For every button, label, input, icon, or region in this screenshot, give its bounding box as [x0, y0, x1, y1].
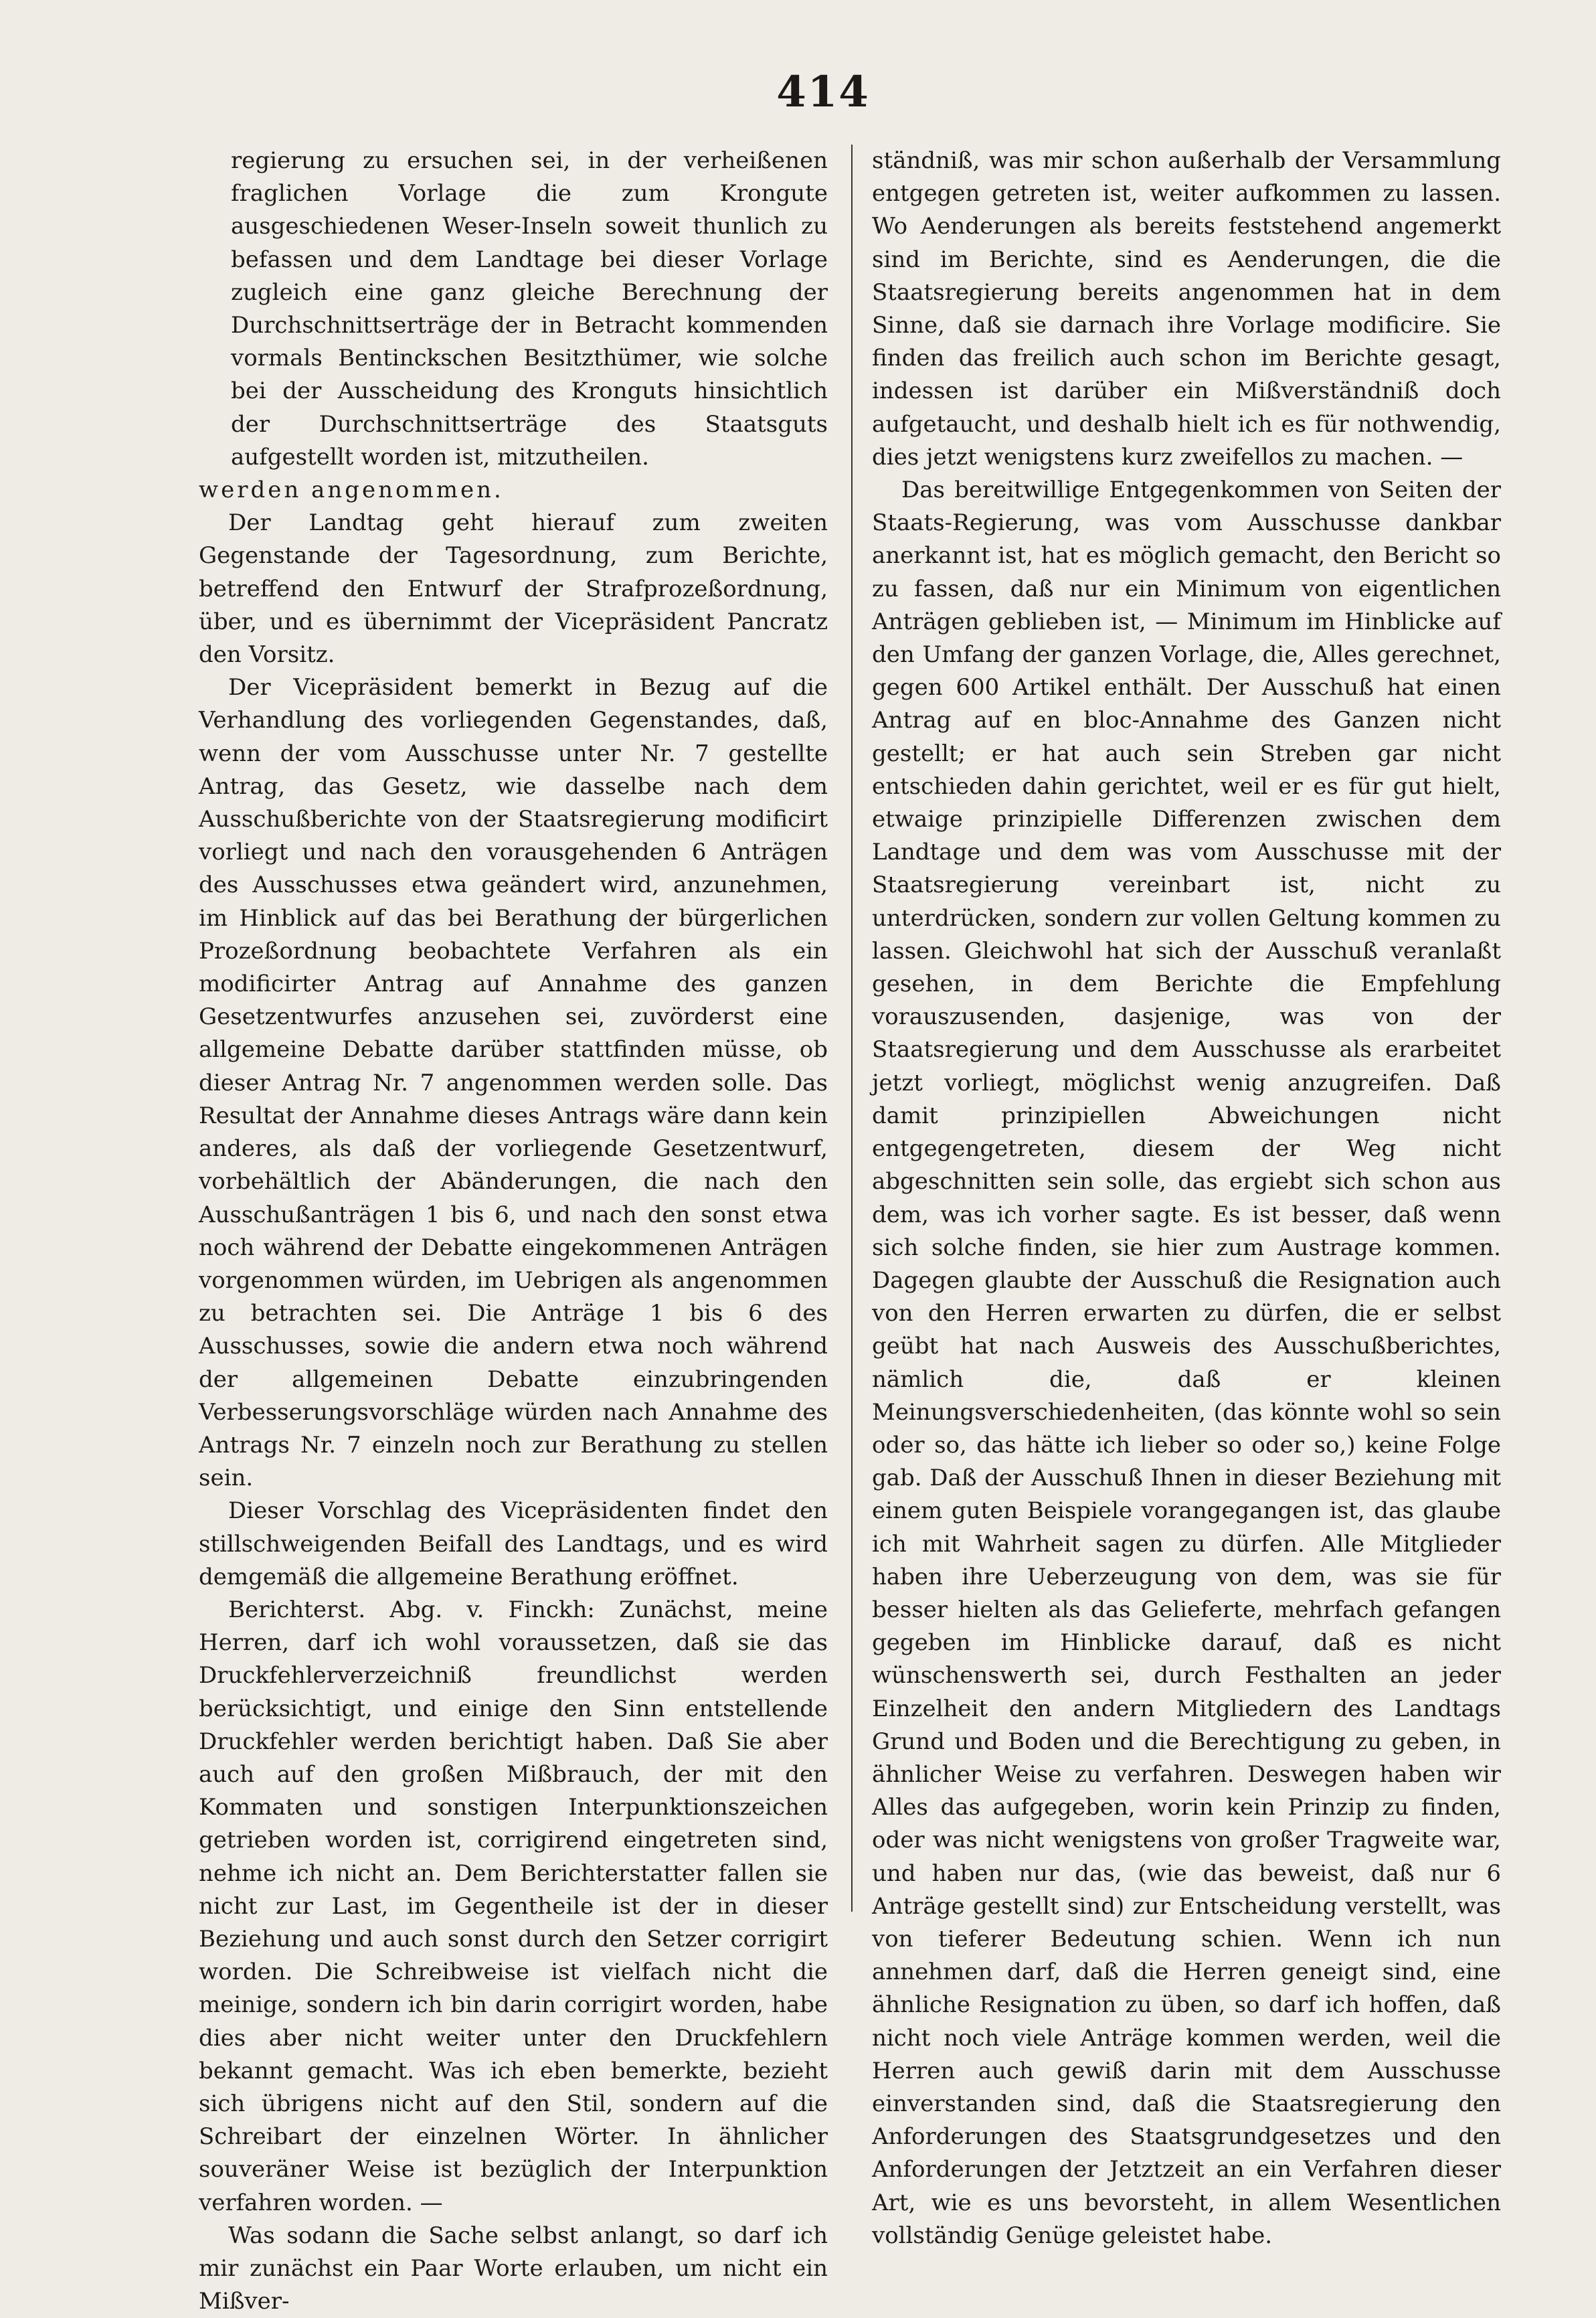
right-paragraph-2: Das bereitwillige Entgegenkommen von Seiten der Staats-Regierung, was vom Ausschusse dankbar anerkannt ist, hat es möglich gemacht, den Bericht so zu fassen, daß nur ein Minimum von eigentlichen Anträgen geblieben ist, — Minimum im Hinblicke auf den Umfang der ganzen Vorlage, die, Alles gerechnet, gegen 600 Artikel enthält. Der Ausschuß hat einen Antrag auf en bloc-Annahme des Ganzen nicht gestellt; er hat auch sein Streben gar nicht entschieden dahin gerichtet, weil er es für gut hielt, etwaige prinzipielle Differenzen zwischen dem Landtage und dem was vom Ausschusse mit der Staatsregierung vereinbart ist, nicht zu unterdrücken, sondern zur vollen Geltung kommen zu lassen. Gleichwohl hat sich der Ausschuß veranlaßt gesehen, in dem Berichte die Empfehlung vorauszusenden, dasjenige, was von der Staatsregierung und dem Ausschusse als erarbeitet jetzt vorliegt, möglichst wenig anzugreifen. Daß damit prinzipiellen Abweichungen nicht entgegengetreten, diesem der Weg nicht abgeschnitten sein solle, das ergiebt sich schon aus dem, was ich vorher sagte. Es ist besser, daß wenn sich solche finden, sie hier zum Austrage kommen. Dagegen glaubte der Ausschuß die Resignation auch von den Herren erwarten zu dürfen, die er selbst geübt hat nach Ausweis des Ausschußberichtes, nämlich die, daß er kleinen Meinungsverschiedenheiten, (das könnte wohl so sein oder so, das hätte ich lieber so oder so,) keine Folge gab. Daß der Ausschuß Ihnen in dieser Beziehung mit einem guten Beispiele vorangegangen ist, das glaube ich mit Wahrheit sagen zu dürfen. Alle Mitglieder haben ihre Ueberzeugung von dem, was sie für besser hielten als das Gelieferte, mehrfach gefangen gegeben im Hinblicke darauf, daß es nicht wünschenswerth sei, durch Festhalten an jeder Einzelheit den andern Mitgliedern des Landtags Grund und Boden und die Berechtigung zu geben, in ähnlicher Weise zu verfahren. Deswegen haben wir Alles das aufgegeben, worin kein Prinzip zu finden, oder was nicht wenigstens von großer Tragweite war, und haben nur das, (wie das beweist, daß nur 6 Anträge gestellt sind) zur Entscheidung verstellt, was von tieferer Bedeutung schien. Wenn ich nun annehmen darf, daß die Herren geneigt sind, eine ähnliche Resignation zu üben, so darf ich hoffen, daß nicht noch viele Anträge kommen werden, weil die Herren auch gewiß darin mit dem Ausschusse einverstanden sind, daß die Staatsregierung den Anforderungen des Staatsgrundgesetzes und den Anforderungen der Jetztzeit an ein Verfahren dieser Art, wie es uns bevorsteht, in allem Wesentlichen vollständig Genüge geleistet habe. [872, 477, 1501, 2249]
left-paragraph-6 [199, 1594, 828, 2220]
page-number: 414 [776, 67, 870, 117]
left-paragraph-1: regierung zu ersuchen sei, in der verheißenen fraglichen Vorlage die zum Krongute ausgeschiedenen Weser-Inseln soweit thunlich zu befassen und dem Landtage bei dieser Vorlage zugleich eine ganz gleiche Berechnung der Durchschnittserträge der in Betracht kommenden vormals Bentinckschen Besitzthümer, wie solche bei der Ausscheidung des Kronguts hinsichtlich der Durchschnittserträge des Staatsguts aufgestellt worden ist, mitzutheilen. [231, 147, 828, 471]
column-divider [851, 145, 853, 1912]
left-paragraph-4: Der Vicepräsident bemerkt in Bezug auf die Verhandlung des vorliegenden Gegenstandes, daß, wenn der vom Ausschusse unter Nr. 7 gestellte Antrag, das Gesetz, wie dasselbe nach dem Ausschußberichte von der Staatsregierung modificirt vorliegt und nach den vorausgehenden 6 Anträgen des Ausschusses etwa geändert wird, anzunehmen, im Hinblick auf das bei Berathung der bürgerlichen Prozeßordnung beobachtete Verfahren als ein modificirter Antrag auf Annahme des ganzen Gesetzentwurfes anzusehen sei, zuvörderst eine allgemeine Debatte darüber stattfinden müsse, ob dieser Antrag Nr. 7 angenommen werden solle. Das Resultat der Annahme dieses Antrags wäre dann kein anderes, als daß der vorliegende Gesetzentwurf, vorbehältlich der Abänderungen, die nach den Ausschußanträgen 1 bis 6, und nach den sonst etwa noch während der Debatte eingekommenen Anträgen vorgenommen würden, im Uebrigen als angenommen zu betrachten sei. Die Anträge 1 bis 6 des Ausschusses, sowie die andern etwa noch während der allgemeinen Debatte einzubringenden Verbesserungsvorschläge würden nach Annahme des Antrags Nr. 7 einzeln noch zur Berathung zu stellen sein. [199, 674, 828, 1492]
speaker-label: Berichterst. Abg. v. Finckh: [228, 1596, 595, 1623]
left-paragraph-7: Was sodann die Sache selbst anlangt, so darf ich mir zunächst ein Paar Worte erlauben, um nicht ein Mißver- [199, 2222, 828, 2315]
right-column [872, 145, 1501, 2252]
left-paragraph-2: werden angenommen. [199, 477, 504, 504]
left-paragraph-5: Dieser Vorschlag des Vicepräsidenten findet den stillschweigenden Beifall des Landtags, und es wird demgemäß die allgemeine Berathung eröffnet. [199, 1497, 828, 1590]
left-paragraph-3: Der Landtag geht hierauf zum zweiten Gegenstande der Tagesordnung, zum Berichte, betreffend den Entwurf der Strafprozeßordnung, über, und es übernimmt der Vicepräsident Pancratz den Vorsitz. [199, 509, 828, 669]
speech-text: Zunächst, meine Herren, darf ich wohl voraussetzen, daß sie das Druckfehlerverzeichniß freundlichst werden berücksichtigt, und einige den Sinn entstellende Druckfehler werden berichtigt haben. Daß Sie aber auch auf den großen Mißbrauch, der mit den Kommaten und sonstigen Interpunktionszeichen getrieben worden ist, corrigirend eingetreten sind, nehme ich nicht an. Dem Berichterstatter fallen sie nicht zur Last, im Gegentheile ist der in dieser Beziehung und auch sonst durch den Setzer corrigirt worden. Die Schreibweise ist vielfach nicht die meinige, sondern ich bin darin corrigirt worden, habe dies aber nicht weiter unter den Druckfehlern bekannt gemacht. Was ich eben bemerkte, bezieht sich übrigens nicht auf den Stil, sondern auf die Schreibart der einzelnen Wörter. In ähnlicher souveräner Weise ist bezüglich der Interpunktion verfahren worden. — [199, 1596, 828, 2216]
left-column [199, 145, 828, 2318]
right-paragraph-1: ständniß, was mir schon außerhalb der Versammlung entgegen getreten ist, weiter aufkommen zu lassen. Wo Aenderungen als bereits feststehend angemerkt sind im Berichte, sind es Aenderungen, die die Staatsregierung bereits angenommen hat in dem Sinne, daß sie darnach ihre Vorlage modificire. Sie finden das freilich auch schon im Berichte gesagt, indessen ist darüber ein Mißverständniß doch aufgetaucht, und deshalb hielt ich es für nothwendig, dies jetzt wenigstens kurz zweifellos zu machen. — [872, 147, 1501, 471]
